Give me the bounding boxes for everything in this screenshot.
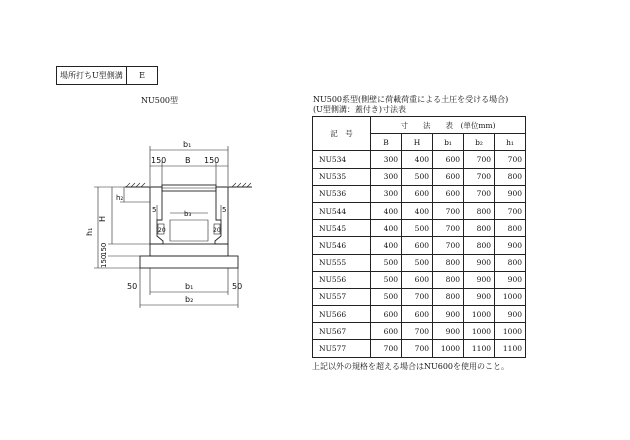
cell-B: 700 <box>371 340 402 357</box>
cell-b2: 900 <box>464 271 495 288</box>
row-code: NU545 <box>313 220 371 237</box>
row-code: NU544 <box>313 202 371 219</box>
row-code: NU535 <box>313 168 371 185</box>
cell-b1: 700 <box>433 237 464 254</box>
cell-H: 400 <box>402 151 433 168</box>
cell-b2: 700 <box>464 185 495 202</box>
cell-h1: 800 <box>495 168 526 185</box>
cell-B: 300 <box>371 185 402 202</box>
table-row <box>313 237 526 254</box>
row-code: NU557 <box>313 288 371 305</box>
table-title-1: NU500系型(側壁に荷載荷重による土圧を受ける場合) <box>313 95 509 104</box>
cell-b2: 800 <box>464 220 495 237</box>
dim-50-left: 50 <box>127 282 138 291</box>
dim-20-left: 20 <box>158 227 166 234</box>
cell-H: 600 <box>402 237 433 254</box>
cell-b1: 600 <box>433 185 464 202</box>
row-code: NU555 <box>313 254 371 271</box>
cell-H: 500 <box>402 168 433 185</box>
header-code: 記 号 <box>313 117 371 151</box>
ground-hatch-left <box>126 183 145 187</box>
dim-h1: h₁ <box>85 227 94 236</box>
cell-b1: 1000 <box>433 340 464 357</box>
cell-H: 600 <box>402 185 433 202</box>
dim-b2: b₂ <box>185 295 194 304</box>
base-slab <box>150 244 228 256</box>
cell-b1: 600 <box>433 168 464 185</box>
row-code: NU577 <box>313 340 371 357</box>
cell-b1: 900 <box>433 323 464 340</box>
dim-150-v2: 150 <box>100 254 108 268</box>
product-code: E <box>139 71 145 80</box>
dim-b3: b₃ <box>184 210 192 218</box>
row-code: NU536 <box>313 185 371 202</box>
col-b1: b₁ <box>433 134 464 151</box>
row-code: NU566 <box>313 306 371 323</box>
dim-B: B <box>185 156 191 165</box>
cell-B: 400 <box>371 202 402 219</box>
dimension-table <box>312 116 526 358</box>
series-label: NU500型 <box>141 96 179 105</box>
cell-b2: 1100 <box>464 340 495 357</box>
cell-b1: 900 <box>433 306 464 323</box>
cell-h1: 700 <box>495 151 526 168</box>
cell-B: 500 <box>371 254 402 271</box>
col-H: H <box>402 134 433 151</box>
cell-H: 600 <box>402 306 433 323</box>
cell-b2: 1000 <box>464 323 495 340</box>
cell-b2: 700 <box>464 168 495 185</box>
table-row <box>313 340 526 357</box>
cell-B: 400 <box>371 237 402 254</box>
right-wall <box>215 187 228 244</box>
cross-section-drawing <box>0 0 310 440</box>
cell-H: 700 <box>402 323 433 340</box>
col-b2: b₂ <box>464 134 495 151</box>
cell-b2: 800 <box>464 237 495 254</box>
table-row <box>313 185 526 202</box>
dim-5-left: 5 <box>152 206 157 214</box>
dim-50-right: 50 <box>232 282 243 291</box>
table-row <box>313 288 526 305</box>
table-row <box>313 168 526 185</box>
cell-H: 700 <box>402 340 433 357</box>
cell-h1: 1000 <box>495 323 526 340</box>
row-code: NU534 <box>313 151 371 168</box>
table-row <box>313 202 526 219</box>
cell-B: 600 <box>371 323 402 340</box>
base-foundation <box>140 256 238 268</box>
cell-B: 600 <box>371 306 402 323</box>
dim-b1-top: b₁ <box>183 140 192 149</box>
table-row <box>313 306 526 323</box>
dim-150-v1: 150 <box>100 242 108 256</box>
table-row <box>313 220 526 237</box>
cell-b2: 800 <box>464 202 495 219</box>
dim-H: H <box>98 215 107 222</box>
left-wall <box>150 187 163 244</box>
cell-b1: 700 <box>433 220 464 237</box>
cell-b2: 900 <box>464 288 495 305</box>
cell-h1: 1100 <box>495 340 526 357</box>
cell-h1: 800 <box>495 254 526 271</box>
cell-h1: 900 <box>495 237 526 254</box>
dim-20-right: 20 <box>213 227 221 234</box>
cell-b2: 700 <box>464 151 495 168</box>
dim-h2: h₂ <box>116 194 124 202</box>
cell-H: 700 <box>402 288 433 305</box>
dim-b1-bottom: b₁ <box>185 282 194 291</box>
row-code: NU546 <box>313 237 371 254</box>
header-dims: 寸 法 表 (単位mm) <box>371 117 526 134</box>
dim-5-right: 5 <box>222 206 227 214</box>
product-title: 場所打ちU型側溝 <box>57 67 127 84</box>
cell-B: 500 <box>371 288 402 305</box>
cell-B: 400 <box>371 220 402 237</box>
cell-b1: 700 <box>433 202 464 219</box>
table-row <box>313 323 526 340</box>
cell-h1: 900 <box>495 271 526 288</box>
row-code: NU567 <box>313 323 371 340</box>
dim-150-right: 150 <box>204 156 220 165</box>
cell-b2: 900 <box>464 254 495 271</box>
cell-h1: 900 <box>495 306 526 323</box>
cell-b1: 600 <box>433 151 464 168</box>
table-row <box>313 271 526 288</box>
table-row <box>313 151 526 168</box>
cell-B: 300 <box>371 151 402 168</box>
col-B: B <box>371 134 402 151</box>
dim-150-left: 150 <box>151 156 167 165</box>
table-title-2: (U型側溝：蓋付き)寸法表 <box>313 105 406 114</box>
ground-hatch-right <box>232 183 251 187</box>
cell-H: 500 <box>402 254 433 271</box>
cell-h1: 700 <box>495 202 526 219</box>
cell-h1: 800 <box>495 220 526 237</box>
cell-b2: 1000 <box>464 306 495 323</box>
cell-B: 300 <box>371 168 402 185</box>
row-code: NU556 <box>313 271 371 288</box>
col-h1: h₁ <box>495 134 526 151</box>
cell-b1: 800 <box>433 254 464 271</box>
cell-b1: 800 <box>433 271 464 288</box>
cell-h1: 1000 <box>495 288 526 305</box>
inner-channel <box>170 220 208 241</box>
cell-b1: 800 <box>433 288 464 305</box>
cell-H: 600 <box>402 271 433 288</box>
cell-H: 500 <box>402 220 433 237</box>
table-row <box>313 254 526 271</box>
cell-B: 500 <box>371 271 402 288</box>
table-header-row <box>313 117 526 134</box>
footnote: 上記以外の規格を超える場合はNU600を使用のこと。 <box>312 362 510 371</box>
cell-h1: 900 <box>495 185 526 202</box>
cell-H: 400 <box>402 202 433 219</box>
